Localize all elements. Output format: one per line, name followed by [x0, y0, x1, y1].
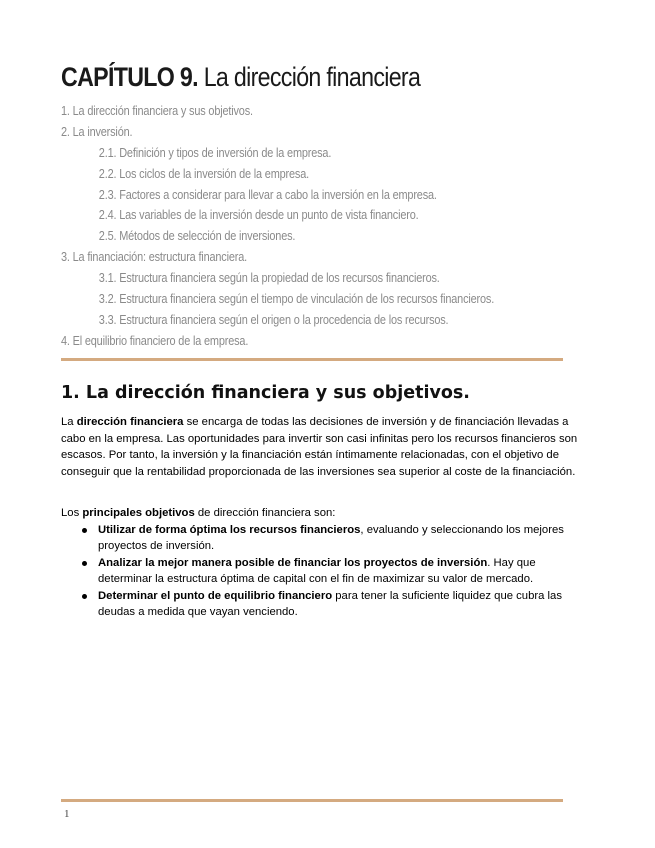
chapter-name: La dirección financiera	[203, 62, 421, 92]
toc-subitem: 2.1. Definición y tipos de inversión de la empresa.	[98, 144, 332, 160]
chapter-label: CAPÍTULO 9.	[61, 62, 198, 92]
objectives-list	[61, 522, 591, 621]
term-principales-objetivos: principales objetivos	[82, 507, 195, 519]
toc-subitem: 2.3. Factores a considerar para llevar a cabo la inversión en la empresa.	[98, 186, 437, 202]
toc-item: 1. La dirección financiera y sus objetivos.	[61, 103, 253, 118]
toc-item: 2. La inversión.	[61, 123, 133, 139]
table-of-contents	[61, 101, 581, 352]
list-item: Analizar la mejor manera posible de financiar los proyectos de inversión. Hay que determinar la estructura óptima de capital con el fin de maximizar su valor de mercado.	[98, 555, 591, 588]
toc-subitem: 2.2. Los ciclos de la inversión de la empresa.	[98, 165, 309, 181]
toc-subitem: 3.3. Estructura financiera según el origen o la procedencia de los recursos.	[98, 311, 449, 327]
objectives-intro: Los principales objetivos de dirección financiera son:	[61, 507, 336, 519]
page-number: 1	[64, 808, 70, 820]
intro-paragraph: La dirección financiera se encarga de todas las decisiones de inversión y de financiación llevadas a cabo en la empresa. Las oportunidades para invertir son casi infinitas pero los recursos financieros son escasos. Por tanto, la inversión y la financiación están íntimamente relacionadas, con el objetivo de conseguir que la rentabilidad proporcionada de las inversiones sea superior al coste de la financiación.	[61, 416, 578, 478]
chapter-title	[61, 62, 420, 93]
objectives-block	[61, 505, 591, 621]
toc-item: 3. La financiación: estructura financiera.	[61, 249, 247, 265]
section-heading: 1. La dirección financiera y sus objetivos.	[61, 383, 470, 403]
list-item: Determinar el punto de equilibrio financiero para tener la suficiente liquidez que cubra las deudas a medida que vayan venciendo.	[98, 588, 591, 621]
toc-subitem: 2.4. Las variables de la inversión desde un punto de vista financiero.	[98, 207, 419, 223]
section-body	[61, 414, 591, 480]
toc-item: 4. El equilibrio financiero de la empresa.	[61, 332, 249, 348]
term-direccion-financiera: dirección financiera	[76, 416, 184, 428]
list-item: Utilizar de forma óptima los recursos financieros, evaluando y seleccionando los mejores proyectos de inversión.	[98, 522, 591, 555]
toc-subitem: 3.2. Estructura financiera según el tiempo de vinculación de los recursos financieros.	[98, 291, 495, 307]
toc-subitem: 3.1. Estructura financiera según la propiedad de los recursos financieros.	[98, 270, 440, 286]
toc-subitem: 2.5. Métodos de selección de inversiones.	[98, 228, 296, 244]
footer-divider	[61, 799, 563, 802]
toc-divider	[61, 358, 563, 361]
